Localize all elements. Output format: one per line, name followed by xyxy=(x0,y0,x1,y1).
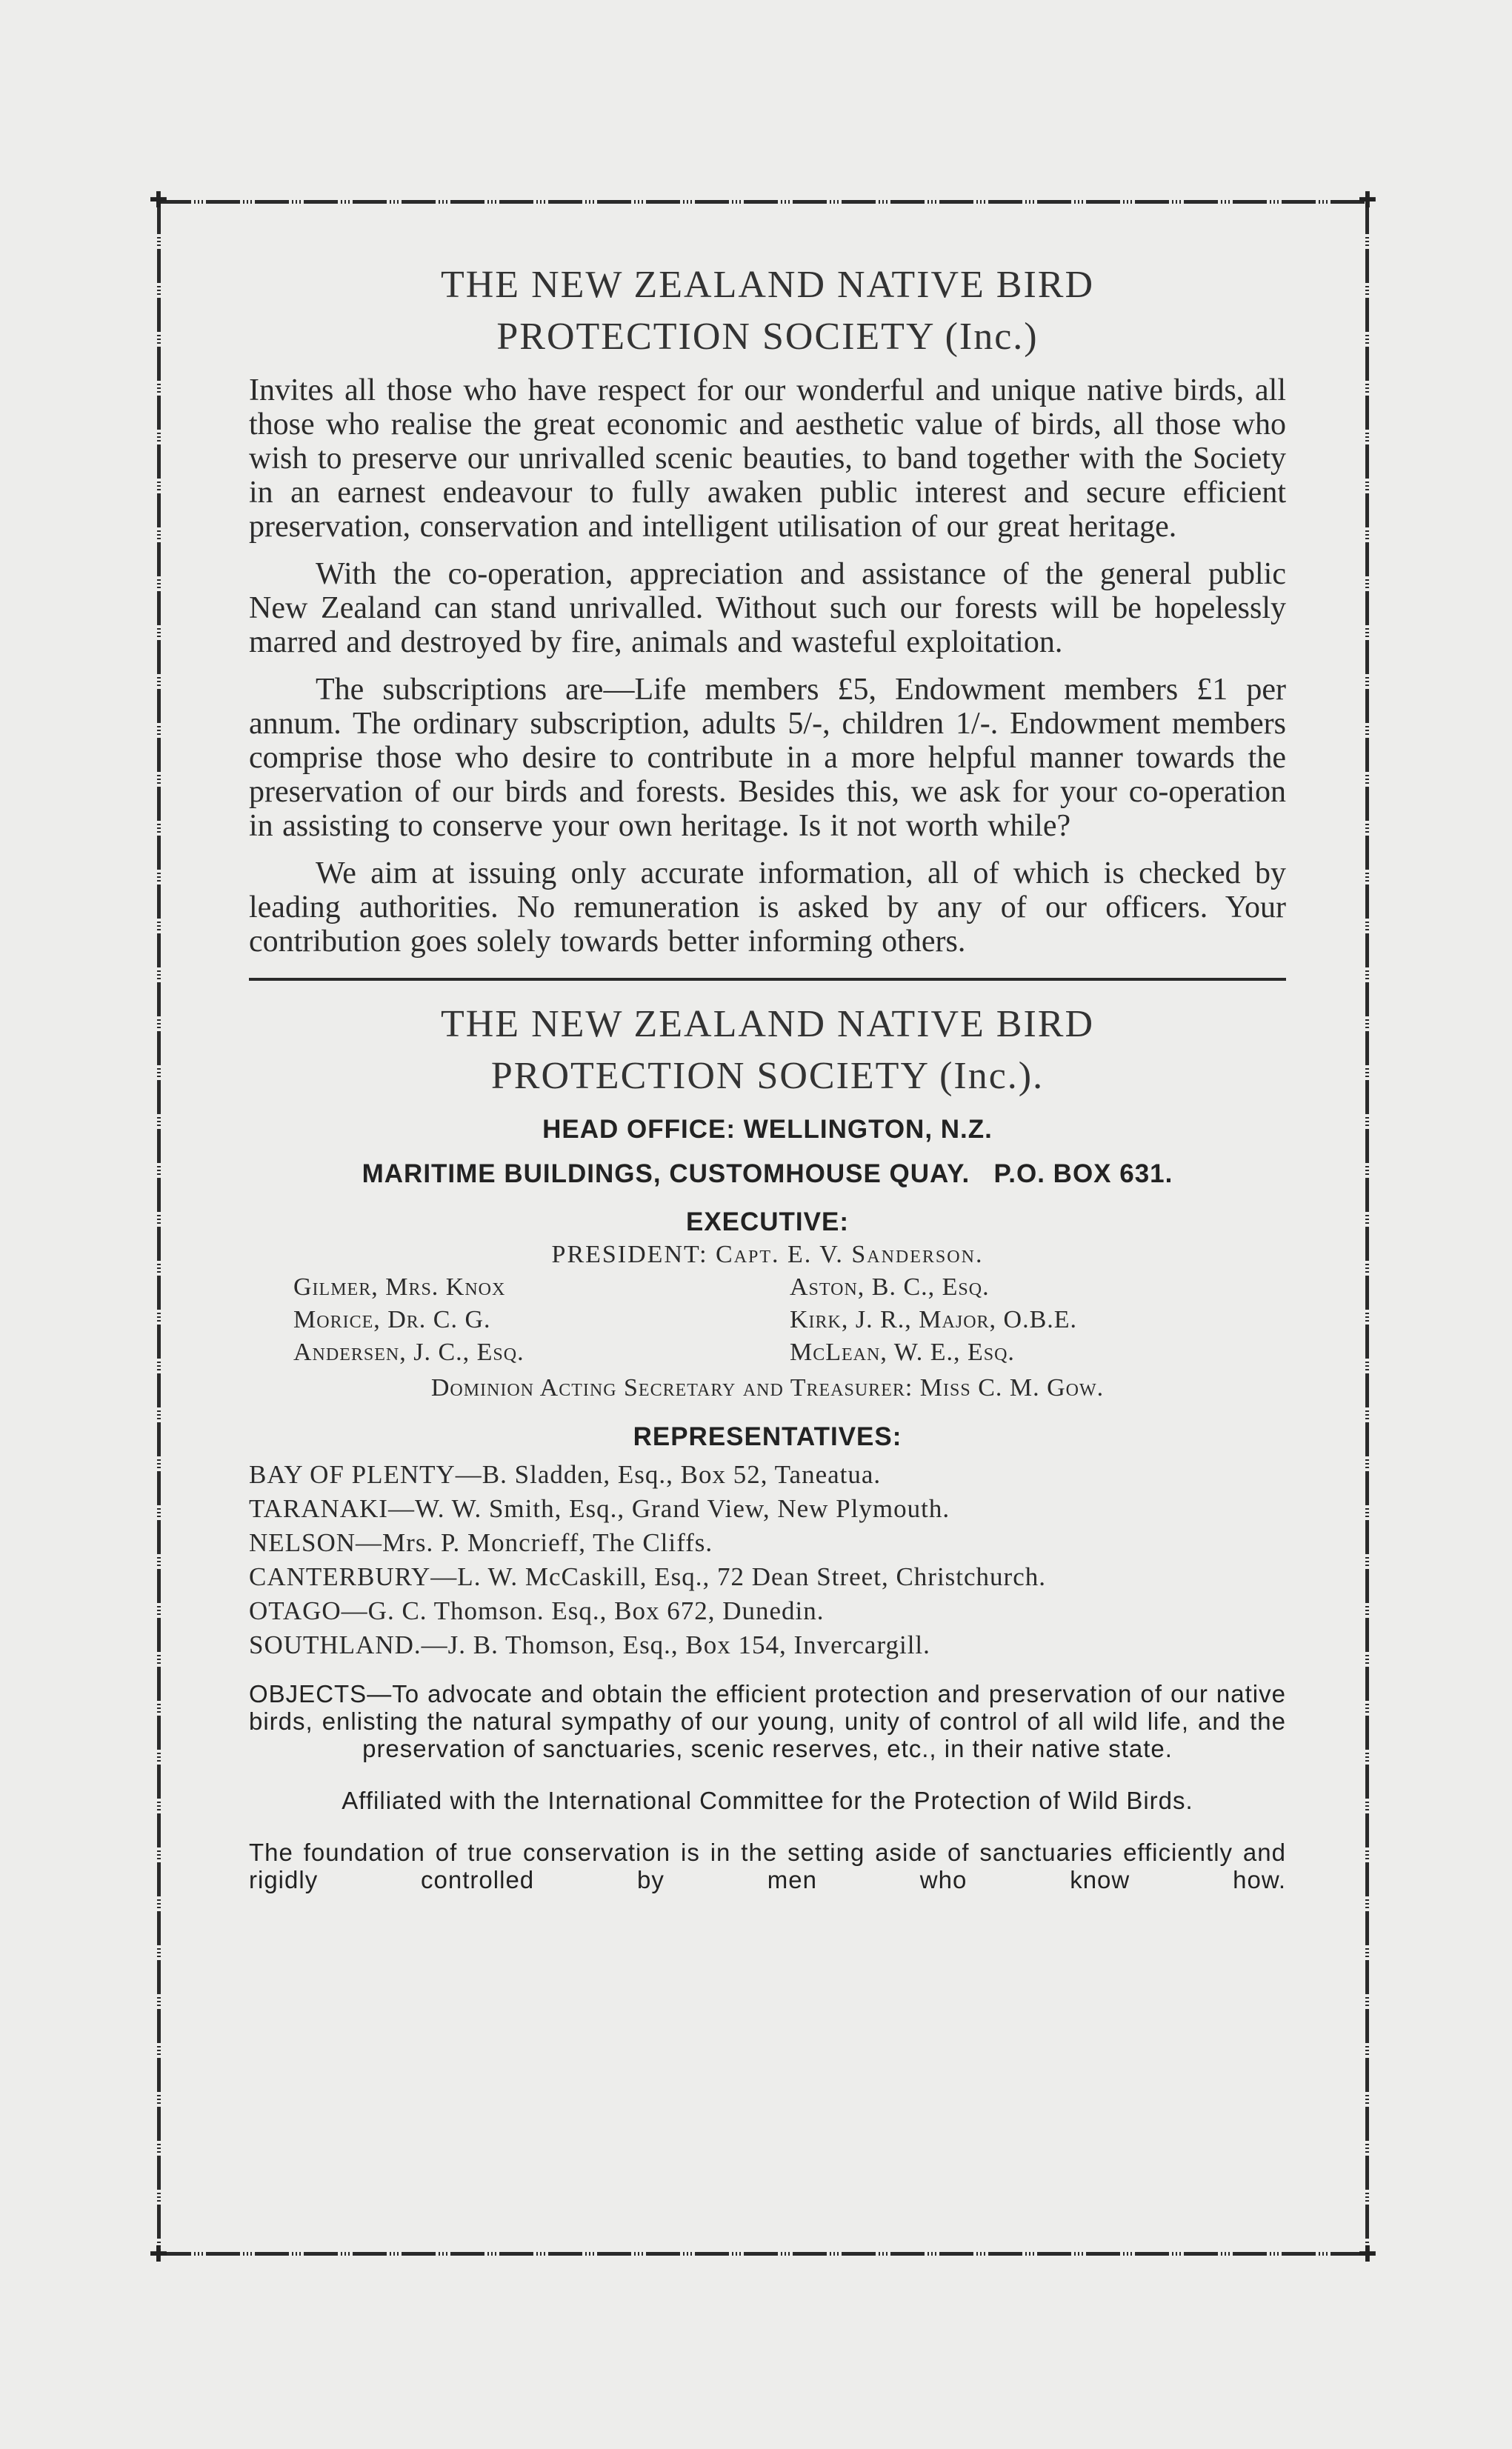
paragraph-information: We aim at issuing only accurate information, all of which is checked by leading authorities. No remuneration is asked by any of our officers. Your contribution goes solely towards better informing others. xyxy=(249,856,1286,959)
section-divider xyxy=(249,978,1286,981)
corner-ornament-icon: ✚ xyxy=(1358,2242,1377,2267)
representatives-title: REPRESENTATIVES: xyxy=(633,1422,902,1451)
executive-member: McLean, W. E., Esq. xyxy=(790,1339,1015,1366)
border-right-rule xyxy=(1365,200,1369,2256)
corner-ornament-icon: ✚ xyxy=(1358,188,1377,213)
foundation-statement: The foundation of true conservation is in the setting aside of sanctuaries efficiently and rigidly controlled by men who know how. xyxy=(249,1839,1286,1893)
paragraph-cooperation: With the co-operation, appreciation and assistance of the general public New Zealand can stand unrivalled. Without such our forests will be hopelessly marred and destroyed by fire, animals and wasteful exploitation. xyxy=(249,557,1286,659)
secretary-treasurer: Dominion Acting Secretary and Treasurer: Miss C. M. Gow. xyxy=(430,1374,1105,1402)
corner-ornament-icon: ✚ xyxy=(149,188,168,213)
representative-item: TARANAKI—W. W. Smith, Esq., Grand View, New Plymouth. xyxy=(249,1494,950,1523)
executive-member: Aston, B. C., Esq. xyxy=(790,1273,990,1301)
office-title-line2: PROTECTION SOCIETY (Inc.). xyxy=(490,1055,1045,1097)
executive-title: EXECUTIVE: xyxy=(685,1207,850,1236)
representative-item: BAY OF PLENTY—B. Sladden, Esq., Box 52, Taneatua. xyxy=(249,1460,882,1489)
representative-item: OTAGO—G. C. Thomson. Esq., Box 672, Dunedin. xyxy=(249,1596,825,1625)
society-title-line1: THE NEW ZEALAND NATIVE BIRD xyxy=(440,264,1094,306)
executive-member: Morice, Dr. C. G. xyxy=(293,1306,491,1333)
executive-member: Gilmer, Mrs. Knox xyxy=(293,1273,506,1301)
border-bottom-rule xyxy=(157,2252,1369,2256)
executive-member: Kirk, J. R., Major, O.B.E. xyxy=(790,1306,1078,1333)
objects-statement: OBJECTS—To advocate and obtain the efficient protection and preservation of our native birds, enlisting the natural sympathy of our young, unity of control of all wild life, and the preservation of sanctuaries, scenic reserves, etc., in their native state. xyxy=(249,1680,1286,1762)
representative-item: CANTERBURY—L. W. McCaskill, Esq., 72 Dean Street, Christchurch. xyxy=(249,1562,1046,1591)
office-title-line1: THE NEW ZEALAND NATIVE BIRD xyxy=(440,1003,1094,1045)
affiliation-statement: Affiliated with the International Committee for the Protection of Wild Birds. xyxy=(342,1787,1193,1814)
president: PRESIDENT: Capt. E. V. Sanderson. xyxy=(551,1241,984,1268)
representative-item: SOUTHLAND.—J. B. Thomson, Esq., Box 154, Invercargill. xyxy=(249,1630,930,1659)
representatives-list xyxy=(249,1458,1286,1662)
executive-member: Andersen, J. C., Esq. xyxy=(293,1339,524,1366)
page-content xyxy=(249,259,1286,1918)
border-left-rule xyxy=(157,200,161,2256)
border-top-rule xyxy=(157,200,1369,204)
head-office: HEAD OFFICE: WELLINGTON, N.Z. xyxy=(542,1115,993,1144)
representative-item: NELSON—Mrs. P. Moncrieff, The Cliffs. xyxy=(249,1528,713,1557)
paragraph-subscriptions: The subscriptions are—Life members £5, Endowment members £1 per annum. The ordinary subscription, adults 5/-, children 1/-. Endowment members comprise those who desire to contribute in a more helpful manner towards the preservation of our birds and forests. Besides this, we ask for your co-operation in assisting to conserve your own heritage. Is it not worth while? xyxy=(249,673,1286,843)
corner-ornament-icon: ✚ xyxy=(149,2242,168,2267)
executive-members xyxy=(293,1271,1286,1369)
society-title-line2: PROTECTION SOCIETY (Inc.) xyxy=(496,316,1039,358)
office-address: MARITIME BUILDINGS, CUSTOMHOUSE QUAY. P.O. BOX 631. xyxy=(362,1159,1173,1188)
paragraph-invitation: Invites all those who have respect for our wonderful and unique native birds, all those who realise the great economic and aesthetic value of birds, all those who wish to preserve our unrivalled scenic beauties, to band together with the Society in an earnest endeavour to fully awaken public interest and secure efficient preservation, conservation and intelligent utilisation of our great heritage. xyxy=(249,373,1286,544)
